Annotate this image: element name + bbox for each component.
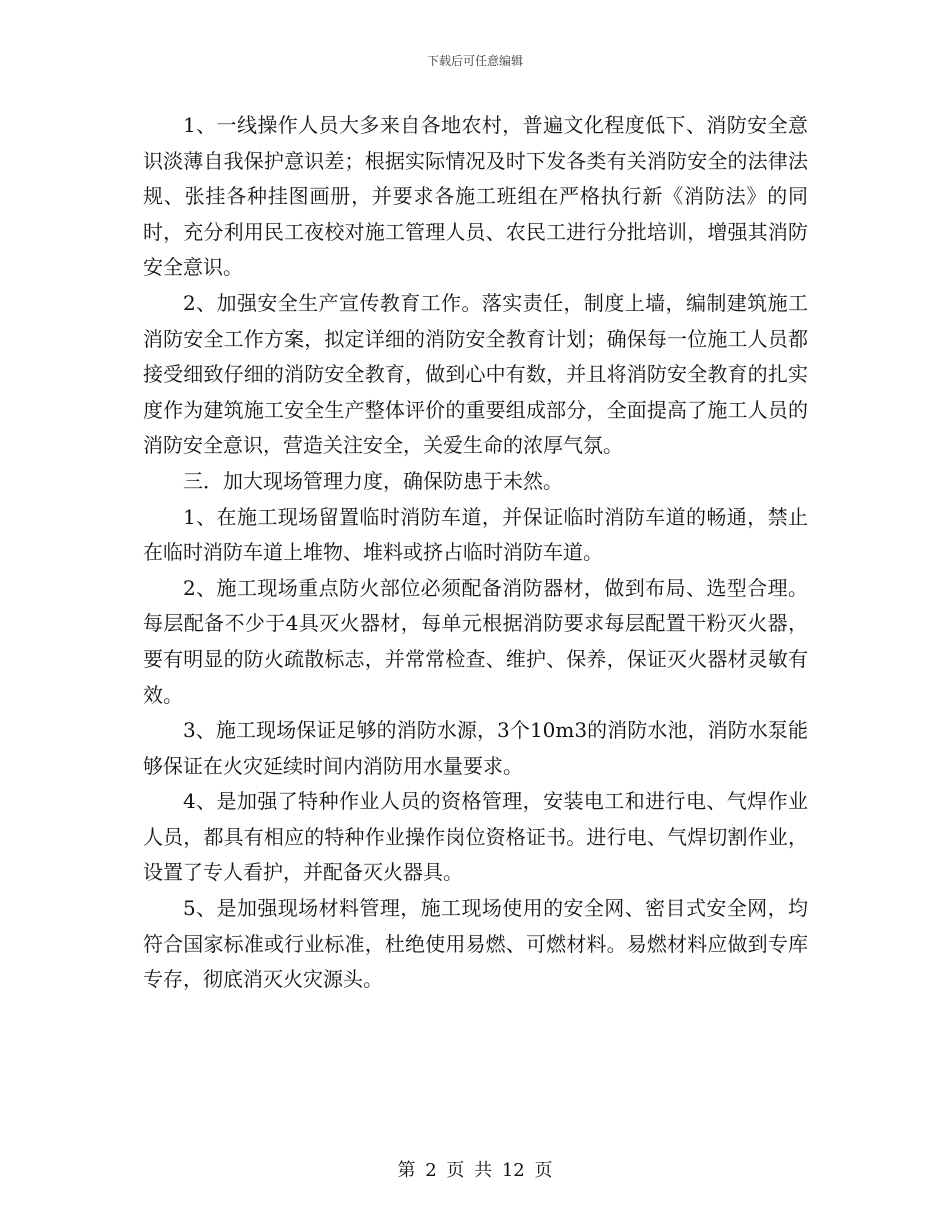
paragraph-1: 1、一线操作人员大多来自各地农村，普遍文化程度低下、消防安全意识淡薄自我保护意识差；根据实际情况及时下发各类有关消防安全的法律法规、张挂各种挂图画册，并要求各施工班组在严格执行新《消防法》的同时，充分利用民工夜校对施工管理人员、农民工进行分批培训，增强其消防安全意识。 bbox=[143, 113, 808, 280]
page-number: 第 2 页 共 12 页 bbox=[397, 1160, 553, 1181]
paragraph-5: 3、施工现场保证足够的消防水源，3个10m3的消防水池，消防水泵能够保证在火灾延续时间内消防用水量要求。 bbox=[143, 718, 808, 778]
document-body bbox=[143, 108, 808, 998]
section-heading: 三．加大现场管理力度，确保防患于未然。 bbox=[183, 468, 563, 493]
paragraph-4: 2、施工现场重点防火部位必须配备消防器材，做到布局、选型合理。每层配备不少于4具灭火器材，每单元根据消防要求每层配置干粉灭火器，要有明显的防火疏散标志，并常常检查、维护、保养，保证灭火器材灵敏有效。 bbox=[143, 575, 808, 707]
paragraph-3: 1、在施工现场留置临时消防车道，并保证临时消防车道的畅通，禁止在临时消防车道上堆物、堆料或挤占临时消防车道。 bbox=[143, 504, 808, 565]
paragraph-7: 5、是加强现场材料管理，施工现场使用的安全网、密目式安全网，均符合国家标准或行业标准，杜绝使用易燃、可燃材料。易燃材料应做到专库专存，彻底消灭火灾源头。 bbox=[143, 896, 808, 992]
header-note: 下载后可任意编辑 bbox=[426, 54, 523, 68]
paragraph-2: 2、加强安全生产宣传教育工作。落实责任，制度上墙，编制建筑施工消防安全工作方案，拟定详细的消防安全教育计划；确保每一位施工人员都接受细致仔细的消防安全教育，做到心中有数，并且将消防安全教育的扎实度作为建筑施工安全生产整体评价的重要组成部分，全面提高了施工人员的消防安全意识，营造关注安全，关爱生命的浓厚气氛。 bbox=[143, 290, 808, 458]
paragraph-6: 4、是加强了特种作业人员的资格管理，安装电工和进行电、气焊作业人员，都具有相应的特种作业操作岗位资格证书。进行电、气焊切割作业，设置了专人看护，并配备灭火器具。 bbox=[143, 789, 808, 885]
